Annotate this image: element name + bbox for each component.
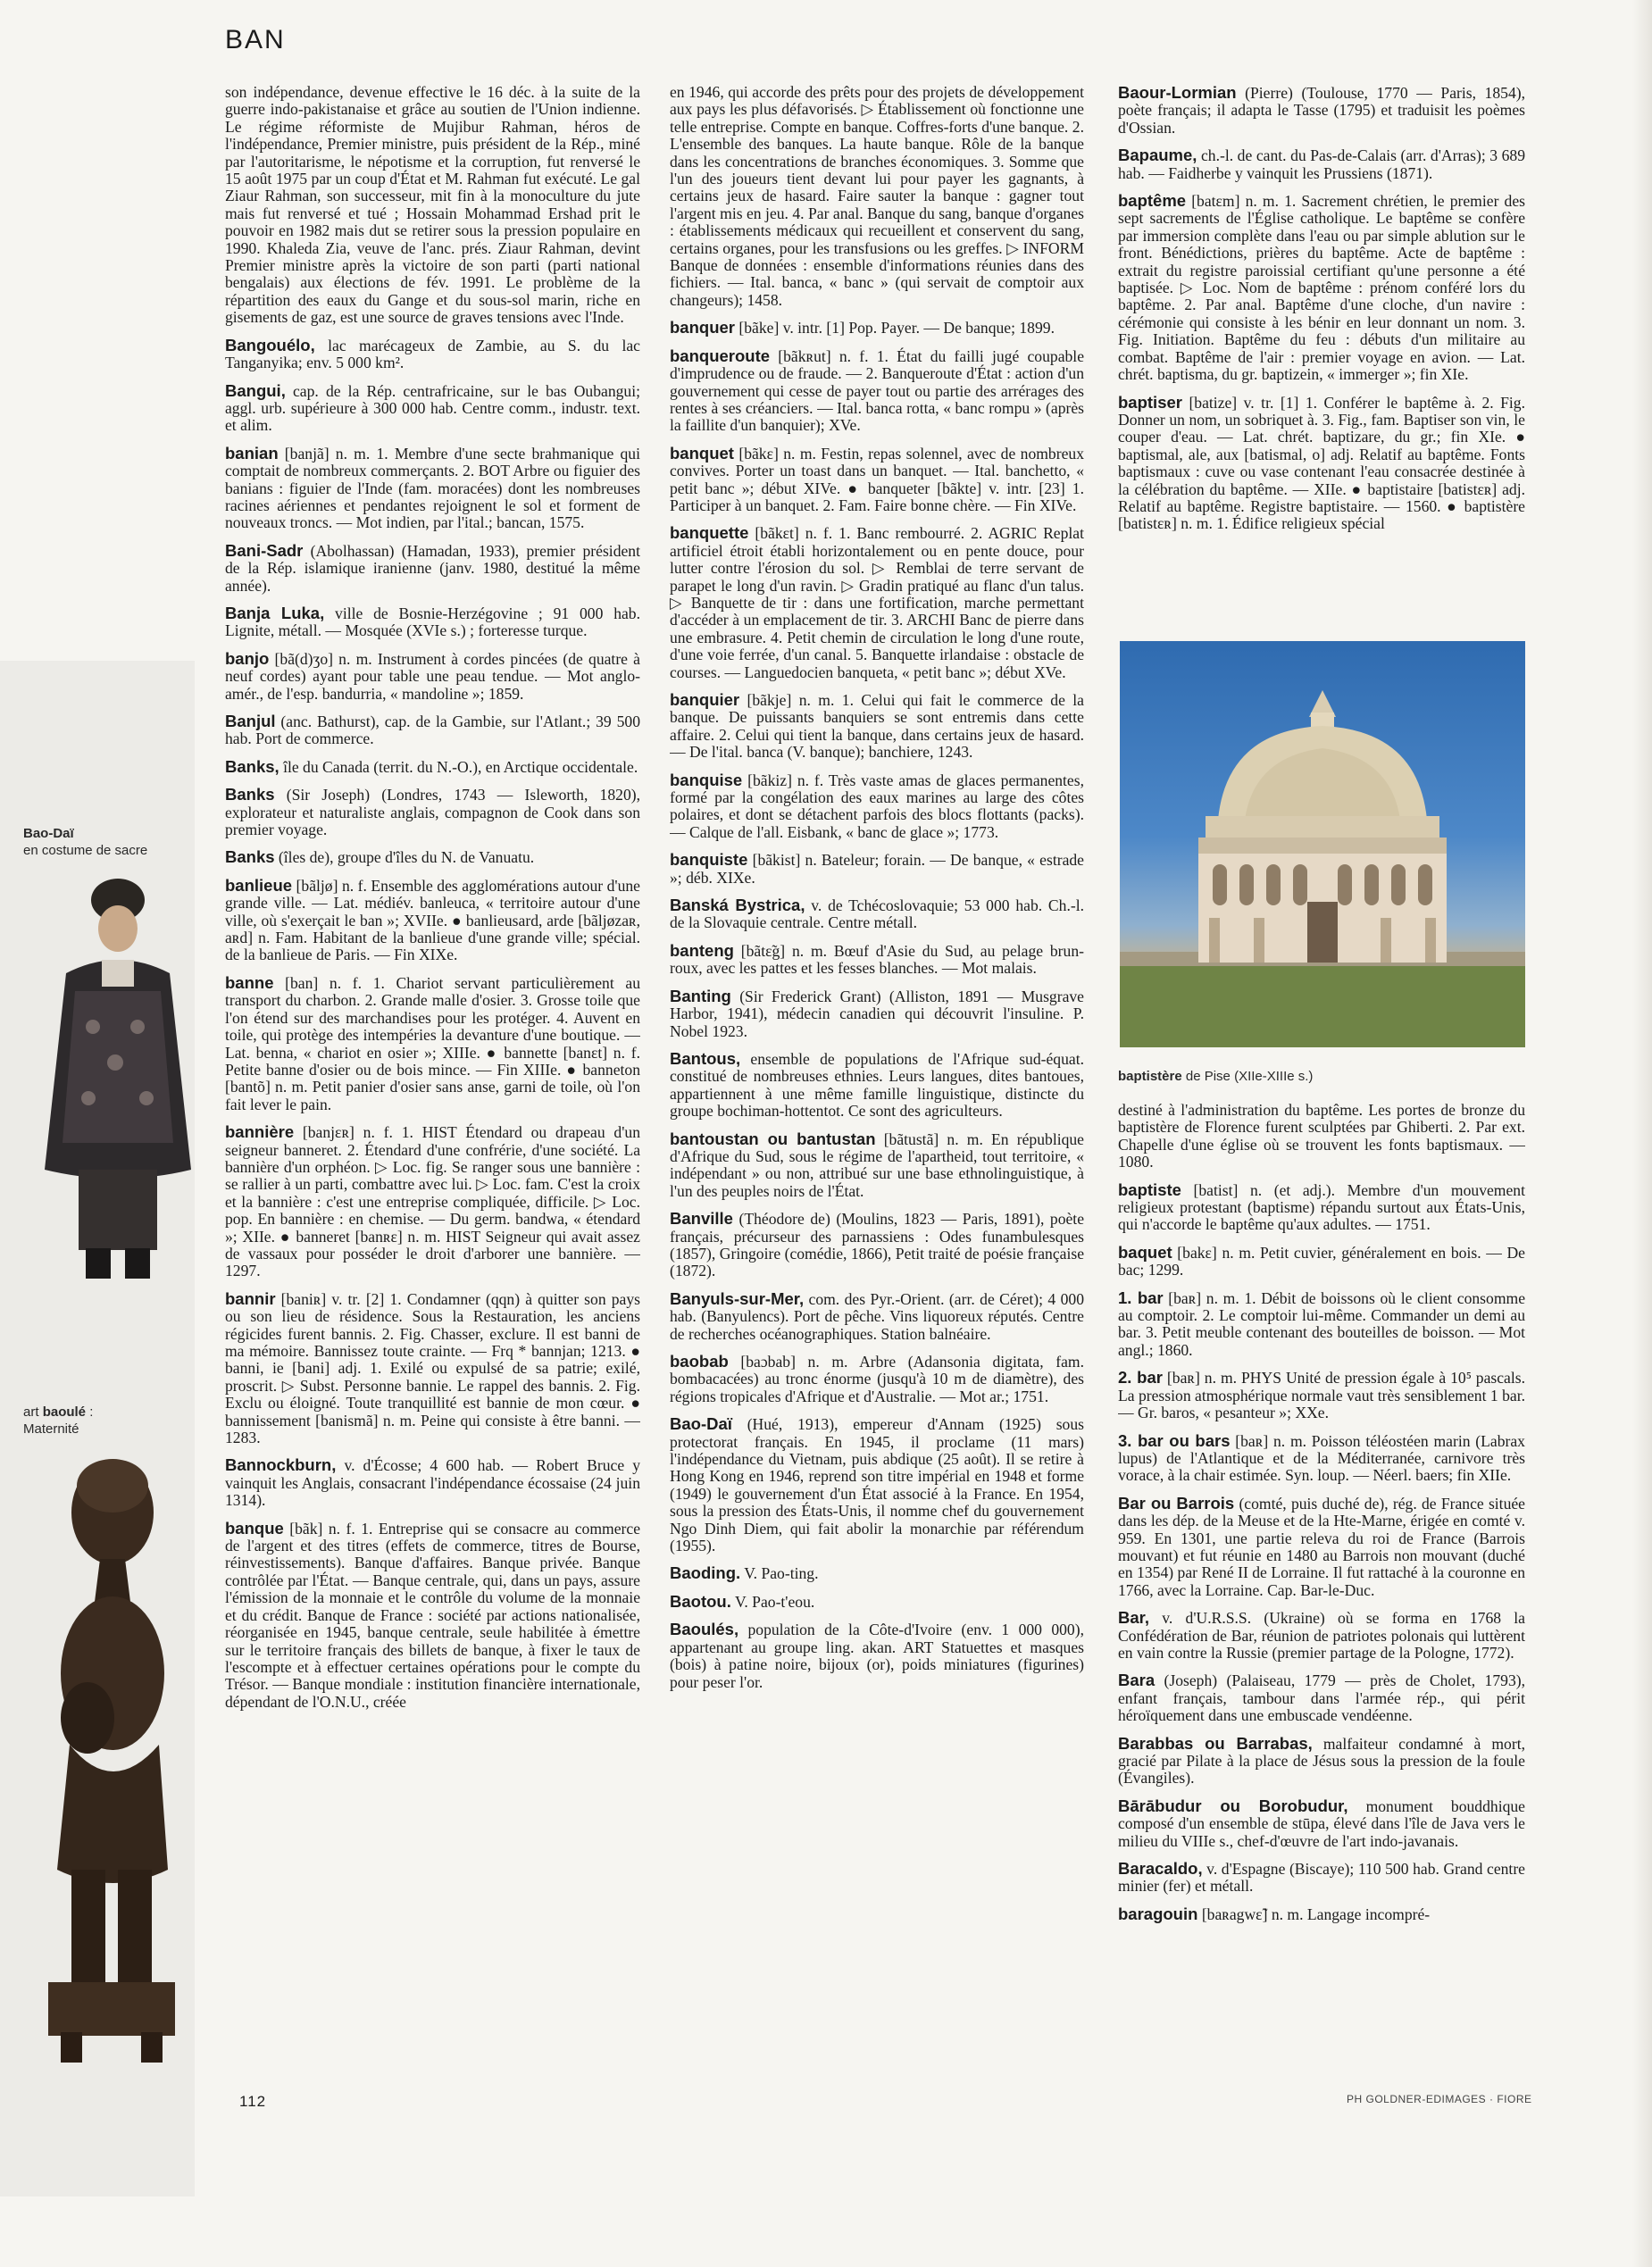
entry-text: (îles de), groupe d'îles du N. de Vanuatu. [274,848,535,867]
entry-headword: bannière [225,1122,295,1142]
entry-headword: Barabbas ou Barrabas, [1118,1733,1313,1753]
entry-headword: baptiste [1118,1179,1181,1199]
entry-headword: Bārābudur ou Borobudur, [1118,1796,1348,1815]
dictionary-entry [225,650,640,703]
dictionary-entry [670,1130,1084,1201]
entry-headword: banjo [225,648,270,668]
dictionary-entry [670,1050,1084,1121]
entry-headword: baptême [1118,191,1187,211]
baoule-caption-prefix: art [23,1404,43,1420]
dictionary-entry [670,319,1084,337]
photo-caption [1118,1068,1525,1085]
entry-headword: Banks [225,785,275,804]
dictionary-entry [1118,1289,1525,1360]
dictionary-entry [225,382,640,435]
entry-headword: Bar ou Barrois [1118,1493,1235,1513]
entry-text: [ban] n. f. 1. Chariot servant particulièrement au transport du charbon. 2. Grande malle d'osier. 3. Grosse toile que l'on étend sur des marchandises pour les protéger. 4. Auvent en toile, qui protège des intempéries la devanture d'une boutique. — Lat. benna, « chariot en osier »; XIIIe. ● bannette [banɛt] n. f. Petite banne d'osier ou de bois mince. — Fin XIIIe. ● banneton [bantõ] n. m. Petit panier d'osier sans anse, garni de toile, où l'on fait lever le pain. [225,973,640,1113]
entry-text: [bãtɛ̃g] n. m. Bœuf d'Asie du Sud, au pelage brun-roux, avec les pattes et les fesses blanches. — Mot malais. [670,941,1084,978]
entry-text: v. de Tchécoslovaquie; 53 000 hab. Ch.-l. de la Slovaquie centrale. Centre métall. [670,896,1084,932]
entry-text: destiné à l'administration du baptême. Les portes de bronze du baptistère de Florence furent sculptées par Ghiberti. 2. Par ext. Chapelle d'une église où se trouvent les fonts baptismaux. — 1080. [1118,1102,1525,1171]
entry-text: v. d'Espagne (Biscaye); 110 500 hab. Grand centre minier (fer) et métall. [1118,1860,1525,1896]
dictionary-entry [670,84,1084,309]
entry-headword: Bapaume, [1118,146,1197,165]
entry-text: [baʀ] n. m. PHYS Unité de pression égale à 10⁵ pascals. La pression atmosphérique normale vaut très sensiblement 1 bar. — Gr. baros, « pesanteur »; XXe. [1118,1369,1525,1422]
entry-headword: banquet [670,443,734,463]
entry-headword: Banville [670,1209,733,1229]
baodai-caption-desc: en costume de sacre [23,843,148,858]
entry-text: [baɔbab] n. m. Arbre (Adansonia digitata, fam. bombacacées) au tronc énorme (jusqu'à 10 m de diamètre), des régions tropicales d'Afrique et d'Australie. — Mot ar.; 1751. [670,1353,1084,1405]
photo-credit: PH GOLDNER-EDIMAGES · FIORE [1347,2093,1532,2105]
entry-text: [banjɛʀ] n. f. 1. HIST Étendard ou drapeau d'un seigneur banneret. 2. Étendard d'une confrérie, d'une société. La bannière d'un orphéon. ▷ Loc. fig. Se ranger sous une bannière : se rallier à un parti, combattre avec lui. ▷ Loc. fam. C'est la croix et la bannière : c'est une entreprise compliquée, difficile. ▷ Loc. pop. En bannière : en chemise. — Du germ. bandwa, « étendard »; XIIe. ● banneret [banʀɛ] n. m. HIST Seigneur qui avait assez de vassaux pour posséder le droit d'arborer une bannière. — 1297. [225,1123,640,1280]
baoule-caption-desc: Maternité [23,1421,79,1437]
entry-text: [bãkɛ] n. m. Festin, repas solennel, avec de nombreux convives. Porter un toast dans un banquet. — Ital. banchetto, « petit banc »; début XIVe. ● banqueter [bãkte] v. intr. [23] 1. Participer à un banquet. 2. Fam. Faire bonne chère. — Fin XIVe. [670,444,1084,514]
dictionary-entry [225,604,640,640]
column-1 [225,84,640,2068]
entry-text: [baniʀ] v. tr. [2] 1. Condamner (qqn) à quitter son pays ou son lieu de résidence. Sous la Restauration, les anciens régicides furent bannis. 2. Fig. Chasser, exclure. Il est banni de ma mémoire. Bannissez toute crainte. — Frq * bannjan; 1213. ● banni, ie [bani] adj. 1. Exilé ou expulsé de sa patrie; exilé, proscrit. ▷ Subst. Personne bannie. Le rappel des bannis. 2. Fig. Exclu ou éloigné. Toute tranquillité est bannie de mon cœur. ● bannissement [banismã] n. m. Peine qui consiste à être banni. — 1283. [225,1289,640,1447]
entry-text: ch.-l. de cant. du Pas-de-Calais (arr. d'Arras); 3 689 hab. — Faidherbe y vainquit les Prussiens (1871). [1118,146,1525,182]
dictionary-entry [1118,192,1525,383]
entry-text: [bãkʀut] n. f. 1. État du failli jugé coupable d'imprudence ou de fraude. — 2. Banqueroute d'État : action d'un gouvernement qui cesse de payer tout ou partie des arrérages des rentes à ses créanciers. — Ital. banca rotta, « banc rompu » (après la faillite d'un banquier); XVe. [670,346,1084,435]
entry-headword: Banks [225,847,275,867]
baoule-statue [25,1450,195,2066]
entry-text: cap. de la Rép. centrafricaine, sur le bas Oubangui; aggl. urb. supérieure à 300 000 hab. Centre comm., industr. text. et alim. [225,381,640,435]
entry-headword: Baotou. [670,1591,731,1611]
baodai-caption-name: Bao-Daï [23,826,74,841]
dictionary-entry [670,1621,1084,1691]
entry-text: île du Canada (territ. du N.-O.), en Arctique occidentale. [279,757,638,776]
entry-text: (Sir Joseph) (Londres, 1743 — Isleworth, 1820), explorateur et naturaliste anglais, compagnon de Cook dans son premier voyage. [225,786,640,839]
entry-headword: banquiste [670,850,748,870]
entry-headword: bantoustan ou bantustan [670,1129,876,1148]
dictionary-entry [670,1353,1084,1405]
baodai-figure [39,875,196,1286]
dictionary-entry [1118,1671,1525,1724]
entry-headword: 1. bar [1118,1288,1164,1307]
entry-text: (Hué, 1913), empereur d'Annam (1925) sous protectorat français. En 1945, il proclame (11 mars) l'indépendance du Vietnam, puis abdique (25 août). Il se retire à Hong Kong en 1946, reprend son titre impérial en 1948 et forme (1949) le gouvernement d'un État associé à la France. En 1954, sous la pression des États-Unis, il nomme chef du gouvernement Ngo Dinh Diem, qui fait abolir la monarchie par référendum (1955). [670,1415,1084,1555]
entry-text: lac marécageux de Zambie, au S. du lac Tanganyika; env. 5 000 km². [225,336,640,372]
entry-text: [bãtustã] n. m. En république d'Afrique du Sud, sous le régime de l'apartheid, tout territoire, « indépendant » ou non, attribué sur une base ethnolinguistique, à l'un des peuples noirs de l'État. [670,1129,1084,1200]
dictionary-entry [225,1290,640,1447]
dictionary-entry [1118,394,1525,533]
entry-text: population de la Côte-d'Ivoire (env. 1 000 000), appartenant au groupe ling. akan. ART Statuettes et masques (bois) à patine noire, bijoux (or), poids miniatures (figurines) pour peser l'or. [670,1621,1084,1691]
entry-text: v. d'U.R.S.S. (Ukraine) où se forma en 1768 la Confédération de Bar, réunion de patriotes polonais qui luttèrent en vain contre la Russie (premier partage de la Pologne, 1772). [1118,1609,1525,1662]
dictionary-entry [225,1456,640,1509]
entry-text: en 1946, qui accorde des prêts pour des projets de développement aux pays les plus défavorisés. ▷ Établissement où fonctionne une telle entreprise. Compte en banque. Coffres-forts d'une banque. 2. L'ensemble des banques. La haute banque. Rôle de la banque dans les concentrations de branches économiques. 3. Somme que l'un des joueurs tient devant lui pour payer les gagnants, à certains jeux de hasard. Faire sauter la banque : gagner tout l'argent mis en jeu. 4. Par anal. Banque du sang, banque d'organes : établissements médicaux qui recueillent et conservent du sang, certains organes, pour les transfusions ou les greffes. ▷ INFORM Banque de données : ensemble d'informations réunies dans des fichiers. — Ital. banca, « banc » (qui servait de comptoir aux changeurs); 1458. [670,84,1084,309]
entry-headword: banquer [670,318,735,338]
entry-text: [bã(d)ʒo] n. m. Instrument à cordes pincées (de quatre à neuf cordes) ayant pour table une peau tendue. — Mot anglo-amér., de l'esp. bandurria, « mandoline »; 1859. [225,649,640,703]
entry-headword: Bani-Sadr [225,540,304,560]
entry-text: [bãljø] n. f. Ensemble des agglomérations autour d'une grande ville. — Lat. médiév. banleuca, « territoire autour d'une ville, où s'exerçait le ban »; XVIIe. ● banlieusard, arde [bãljøzaʀ, aʀd] n. Fam. Habitant de la banlieue d'une grande ville; spécial. de la banlieue de Paris. — Fin XIXe. [225,876,640,964]
entry-text: [batize] v. tr. [1] 1. Conférer le baptême à. 2. Fig. Donner un nom, un sobriquet à. 3. Fig., fam. Baptiser son vin, le couper d'eau. — Lat. chrét. baptizare, du gr.; fin XIe. ● baptismal, ale, aux [batismal, o] adj. Relatif au baptême. Fonts baptismaux : cuve ou vase contenant l'eau consacrée destinée à la célébration du baptême. — XIIe. ● baptistaire [batistɛʀ] adj. Relatif au baptême. Registre baptistaire. — 1560. ● baptistère [batistɛʀ] n. m. 1. Édifice religieux spécial [1118,393,1525,533]
entry-text: [batɛm] n. m. 1. Sacrement chrétien, le premier des sept sacrements de l'Église catholique. Le baptême se confère par immersion complète dans l'eau ou par simple ablution sur le front. Bénédictions, prières du baptême. Acte de baptême : extrait du registre paroissial certifiant qu'une personne a été baptisée. ▷ Loc. Nom de baptême : prénom conféré lors du baptême. 2. Par anal. Baptême d'une cloche, d'un navire : cérémonie qui consiste à les bénir en leur donnant un nom. 3. Fig. Initiation. Baptême du feu : débuts d'un militaire au combat. Baptême de l'air : premier voyage en avion. — Lat. chrét. baptisma, du gr. baptizein, « immerger »; fin XIe. [1118,192,1525,384]
dictionary-entry [670,771,1084,842]
dictionary-entry [225,1123,640,1280]
baoule-caption-name: baoulé [42,1404,87,1420]
dictionary-entry [670,988,1084,1040]
photo-caption-desc: de Pise (XIIe-XIIIe s.) [1181,1069,1314,1084]
entry-headword: banqueroute [670,346,771,365]
entry-text: son indépendance, devenue effective le 16 déc. à la suite de la guerre indo-pakistanaise et grâce au soutien de l'Union indienne. Le régime réformiste de Mujibur Rahman, héros de l'indépendance, Premier ministre, puis président de la Rép., miné par l'autoritarisme, le népotisme et la corruption, fut renversé le 15 août 1975 par un coup d'État et M. Rahman fut exécuté. Le gal Ziaur Rahman, son successeur, mit fin à la monoculture du jute mais fut renversé et tué ; Hossain Mohammad Ershad prit le pouvoir en 1982 mais dut se retirer sous la pression populaire en 1990. Khaleda Zia, veuve de l'anc. prés. Ziaur Rahman, devint Premier ministre après la victoire de son parti (parti national bengalais) aux élections de fév. 1991. Le problème de la répartition des eaux du Gange et du sous-sol marin, riche en gisements de gaz, est une source de graves tensions avec l'Inde. [225,84,640,327]
dictionary-entry [670,347,1084,435]
dictionary-entry [225,337,640,372]
entry-text: (comté, puis duché de), rég. de France située dans les dép. de la Meuse et de la Hte-Marne, érigée en comté v. 959. En 1301, une partie releva du roi de France (Barrois mouvant) et fut réunie en 1480 au Barrois non mouvant (duché en 1354) par René II de Lorraine. Il fut rattaché à la couronne en 1766, avec la Lorraine. Cap. Bar-le-Duc. [1118,1494,1525,1599]
dictionary-entry [1118,1102,1525,1171]
entry-text: [batist] n. (et adj.). Membre d'un mouvement religieux protestant (baptisme) répandu surtout aux États-Unis, qui n'accorde le baptême qu'aux adultes. — 1751. [1118,1180,1525,1234]
dictionary-entry [225,758,640,776]
entry-headword: Bannockburn, [225,1455,337,1475]
dictionary-entry [225,786,640,838]
dictionary-entry [670,1210,1084,1280]
dictionary-entry [225,84,640,327]
entry-headword: 3. bar ou bars [1118,1430,1231,1450]
baodai-caption [23,825,202,859]
column-2 [670,84,1084,2068]
entry-text: (Sir Frederick Grant) (Alliston, 1891 — Musgrave Harbor, 1941), médecin canadien qui découvrit l'insuline. P. Nobel 1923. [670,987,1084,1040]
entry-headword: Banting [670,986,731,1005]
entry-text: [banjã] n. m. 1. Membre d'une secte brahmanique qui comptait de nombreux commerçants. 2. BOT Arbre ou figuier des banians : figuier de l'Inde (fam. moracées) dont les nombreuses racines aériennes et pendantes rejoignent le sol et forment de nouveaux troncs. — Mot indien, par l'ital.; bancan, 1575. [225,444,640,532]
entry-text: [baʀagwɛ̃] n. m. Langage incompré- [1197,1904,1431,1923]
entry-headword: 2. bar [1118,1368,1163,1388]
entry-headword: baobab [670,1352,729,1371]
entry-headword: Bangouélo, [225,335,315,354]
column-3-top [1118,84,1525,634]
entry-headword: Baoding. [670,1563,741,1583]
dictionary-entry [1118,1905,1525,1923]
entry-text: [bãkiz] n. f. Très vaste amas de glaces permanentes, formé par la congélation des eaux marines au large des côtes polaires, et dont se détachent parfois des blocs flottants (packs). — Calque de l'all. Eisbank, « banc de glace »; 1773. [670,771,1084,841]
baptistery-photo [1120,641,1525,1047]
dictionary-entry [225,542,640,595]
dictionary-entry [1118,1244,1525,1279]
page-edge [1632,0,1652,2267]
entry-headword: Baour-Lormian [1118,84,1237,102]
entry-text: (anc. Bathurst), cap. de la Gambie, sur l'Atlant.; 39 500 hab. Port de commerce. [225,713,640,748]
entry-headword: Banská Bystrica, [670,896,805,915]
entry-headword: banteng [670,940,734,960]
dictionary-entry [225,848,640,866]
entry-text: V. Pao-ting. [740,1564,819,1583]
entry-headword: banque [225,1518,284,1538]
entry-text: (Abolhassan) (Hamadan, 1933), premier président de la Rép. islamique iranienne (janv. 1980, destitué la même année). [225,541,640,595]
dictionary-entry [670,1564,1084,1582]
entry-text: (Joseph) (Palaiseau, 1779 — près de Cholet, 1793), enfant français, tambour dans l'armée rép., qui périt héroïquement dans une embuscade vendéenne. [1118,1671,1525,1725]
photo-caption-name: baptistère [1118,1069,1182,1084]
entry-text: monument bouddhique composé d'un ensemble de stūpa, élevé dans l'île de Java vers le milieu du VIIIe s., chef-d'œuvre de l'art indo-javanais. [1118,1796,1525,1850]
entry-text: malfaiteur condamné à mort, gracié par Pilate à la place de Jésus sous la pression de la foule (Évangiles). [1118,1734,1525,1788]
entry-text: com. des Pyr.-Orient. (arr. de Céret); 4 000 hab. (Banyulencs). Port de pêche. Vins liquoreux réputés. Centre de recherches océanographiques. Station balnéaire. [670,1289,1084,1343]
entry-text: (Théodore de) (Moulins, 1823 — Paris, 1891), poète français, précurseur des parnassiens : Odes funambulesques (1857), Gringoire (comédie, 1866), Petit traité de poésie française (1872). [670,1210,1084,1280]
dictionary-entry [225,974,640,1113]
dictionary-entry [225,713,640,748]
dictionary-entry [670,1593,1084,1611]
column-3-bottom [1118,1102,1525,2068]
entry-headword: Banja Luka, [225,603,325,622]
baptistery-illustration [1120,641,1525,1047]
entry-headword: Bara [1118,1671,1156,1690]
entry-headword: baquet [1118,1242,1172,1262]
dictionary-entry [1118,1181,1525,1234]
entry-headword: banne [225,972,274,992]
entry-text: [bãke] v. intr. [1] Pop. Payer. — De banque; 1899. [734,319,1055,338]
dictionary-entry [225,445,640,532]
dictionary-entry [670,896,1084,932]
entry-text: [bãkɛt] n. f. 1. Banc rembourré. 2. AGRIC Replat artificiel étroit établi horizontalement ou en pente douce, pour lutter contre l'érosion du sol. ▷ Remblai de terre servant de parapet le long d'un ravin. ▷ Gradin pratiqué au flanc d'un talus. ▷ Banquette de tir : dans une fortification, marche permettant d'accéder à un emplacement de tir. 3. ARCHI Banc de pierre dans une embrasure. 4. Petit chemin de circulation le long d'une route, d'une voie ferrée, d'un canal. 5. Banquette irlandaise : obstacle de courses. — Languedocien banqueta, « petit banc »; début XVe. [670,524,1084,681]
dictionary-entry [670,1290,1084,1343]
entry-headword: Banyuls-sur-Mer, [670,1288,805,1308]
entry-text: [bakɛ] n. m. Petit cuvier, généralement en bois. — De bac; 1299. [1118,1243,1525,1279]
entry-headword: baragouin [1118,1904,1198,1923]
entry-text: [bãkist] n. Bateleur; forain. — De banque, « estrade »; déb. XIXe. [670,851,1084,887]
entry-headword: Bangui, [225,380,286,400]
entry-headword: banlieue [225,875,293,895]
entry-headword: Bao-Daï [670,1414,732,1434]
dictionary-entry [670,524,1084,681]
dictionary-entry [1118,1495,1525,1599]
entry-headword: Baoulés, [670,1620,739,1639]
dictionary-entry [225,1520,640,1711]
dictionary-entry [670,942,1084,978]
entry-headword: banquier [670,690,740,709]
entry-text: [bãkje] n. m. 1. Celui qui fait le commerce de la banque. De puissants banquiers se sont entremis dans cette affaire. 2. Celui qui tient la banque, dans certains jeux de hasard. — De l'ital. banca (V. banque); banchiere, 1243. [670,691,1084,762]
dictionary-entry [670,1415,1084,1554]
entry-text: [baʀ] n. m. 1. Débit de boissons où le client consomme au comptoir. 2. Le comptoir lui-même. Commander un demi au bar. 3. Petit meuble contenant des bouteilles de boisson. — Mot angl.; 1860. [1118,1288,1525,1359]
entry-text: (Pierre) (Toulouse, 1770 — Paris, 1854), poète français; il adapta le Tasse (1795) et traduisit les poèmes d'Ossian. [1118,84,1525,137]
dictionary-entry [1118,1860,1525,1896]
entry-headword: Bar, [1118,1608,1149,1628]
dictionary-entry [1118,1609,1525,1662]
entry-text: ensemble de populations de l'Afrique sud-équat. constitué de nombreuses ethnies. Leurs langues, dites bantoues, appartiennent à une même famille linguistique, distincte du groupe bochiman-hottentot. Ce sont des agriculteurs. [670,1049,1084,1121]
entry-headword: Baracaldo, [1118,1859,1203,1879]
dictionary-entry [1118,146,1525,182]
dictionary-entry [1118,1432,1525,1485]
dictionary-entry [225,877,640,964]
dictionary-entry [670,851,1084,887]
entry-headword: banquette [670,523,749,543]
entry-text: v. d'Écosse; 4 600 hab. — Robert Bruce y vainquit les Anglais, consacrant l'indépendance écossaise (24 juin 1314). [225,1456,640,1510]
entry-headword: bannir [225,1288,276,1308]
dictionary-entry [1118,1797,1525,1850]
running-head: BAN [225,25,286,54]
entry-text: [baʀ] n. m. Poisson téléostéen marin (Labrax lupus) de l'Atlantique et de la Méditerranée, carnivore très vorace, à la chair estimée. Syn. loup. — Néerl. baers; fin XIIe. [1118,1431,1525,1485]
entry-text: [bãk] n. f. 1. Entreprise qui se consacre au commerce de l'argent et des titres (effets de commerce, titres de Bourse, réinvestissements). Banque d'affaires. Banque privée. Banque contrôlée par l'État. — Banque centrale, qui, dans un pays, assure l'émission de la monnaie et le contrôle du volume de la monnaie et du crédit. Banque de France : société par actions nationalisée, réorganisée en 1945, banque centrale, seule habilitée à émettre sur le territoire français des billets de banque, à fixer le taux de l'escompte et à effectuer certaines opérations pour le compte du Trésor. — Banque mondiale : institution financière internationale, dépendant de l'O.N.U., créée [225,1519,640,1711]
dictionary-entry [1118,1369,1525,1421]
page-number: 112 [239,2093,267,2110]
entry-text: ville de Bosnie-Herzégovine ; 91 000 hab. Lignite, métall. — Mosquée (XVIe s.) ; forteresse turque. [225,604,640,640]
entry-headword: Banjul [225,712,276,730]
entry-headword: banquise [670,770,743,789]
dictionary-entry [670,445,1084,515]
entry-headword: banian [225,443,279,463]
baoule-caption-suffix: : [86,1404,94,1420]
entry-headword: Banks, [225,756,280,776]
entry-headword: baptiser [1118,392,1182,412]
dictionary-entry [670,691,1084,762]
dictionary-entry [1118,1735,1525,1788]
entry-headword: Bantous, [670,1048,741,1068]
dictionary-entry [1118,84,1525,137]
entry-text: V. Pao-t'eou. [730,1592,815,1611]
baoule-caption [23,1404,202,1438]
